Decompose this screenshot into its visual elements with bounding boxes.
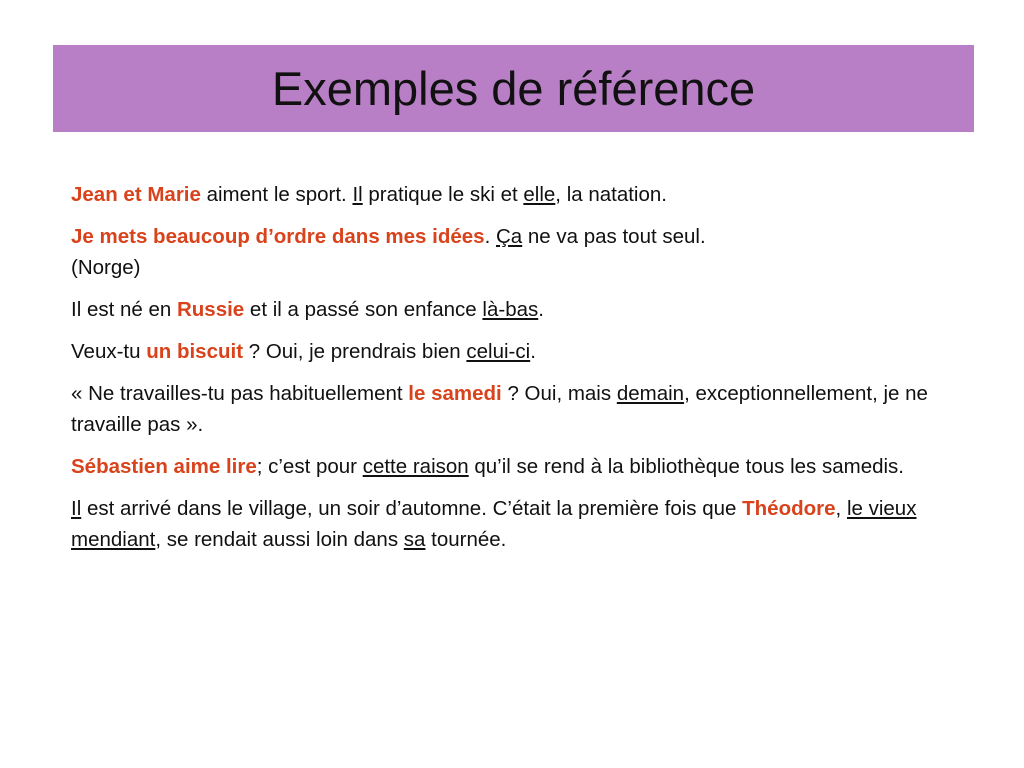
example-paragraph-2 [71, 221, 971, 283]
underlined-reference: sa [403, 528, 426, 551]
text-span: aiment le sport. [200, 183, 353, 206]
highlighted-antecedent: Théodore [742, 497, 836, 520]
text-span: est arrivé dans le village, un soir d’automne. C’était la première fois que [81, 497, 743, 520]
text-span: , se rendait aussi loin dans [155, 528, 404, 551]
underlined-reference: Ça [495, 225, 523, 248]
text-span: (Norge) [71, 256, 141, 279]
example-paragraph-6 [71, 451, 971, 482]
underlined-reference: Il [71, 497, 82, 520]
text-span: . [538, 298, 544, 321]
example-paragraph-3 [71, 294, 971, 325]
text-span: Il est né en [71, 298, 177, 321]
text-span: « Ne travailles-tu pas habituellement [71, 382, 409, 405]
text-span: qu’il se rend à la bibliothèque tous les samedis. [468, 455, 905, 478]
highlighted-antecedent: Je mets beaucoup d’ordre dans mes idées [71, 225, 485, 248]
underlined-reference: celui-ci [466, 340, 531, 363]
text-span: , exceptionnellement, je ne travaille pas ». [71, 382, 928, 436]
slide-title: Exemples de référence [271, 62, 756, 115]
text-span: ? Oui, mais [501, 382, 617, 405]
example-paragraph-1 [71, 179, 971, 210]
highlighted-antecedent: le samedi [408, 382, 502, 405]
title-bar [53, 45, 974, 132]
underlined-reference: Il [352, 183, 363, 206]
highlighted-antecedent: Russie [176, 298, 245, 321]
text-span: pratique le ski et [362, 183, 524, 206]
highlighted-antecedent: Sébastien aime lire [71, 455, 257, 478]
text-span: , [835, 497, 847, 520]
highlighted-antecedent: Jean et Marie [71, 183, 201, 206]
text-span: tournée. [425, 528, 507, 551]
text-span: . [484, 225, 496, 248]
text-span: ? Oui, je prendrais bien [243, 340, 467, 363]
text-span: ne va pas tout seul. [522, 225, 706, 248]
underlined-reference: demain [616, 382, 685, 405]
text-span: Veux-tu [71, 340, 147, 363]
example-paragraph-4 [71, 336, 971, 367]
underlined-reference: le vieux mendiant [71, 497, 917, 551]
example-paragraph-5 [71, 378, 971, 440]
slide-body [71, 179, 971, 566]
text-span: et il a passé son enfance [244, 298, 483, 321]
text-span: ; c’est pour [256, 455, 363, 478]
example-paragraph-7 [71, 493, 971, 555]
text-span: , la natation. [555, 183, 667, 206]
underlined-reference: cette raison [362, 455, 469, 478]
highlighted-antecedent: un biscuit [146, 340, 244, 363]
text-span: . [530, 340, 536, 363]
underlined-reference: là-bas [482, 298, 539, 321]
underlined-reference: elle [523, 183, 556, 206]
